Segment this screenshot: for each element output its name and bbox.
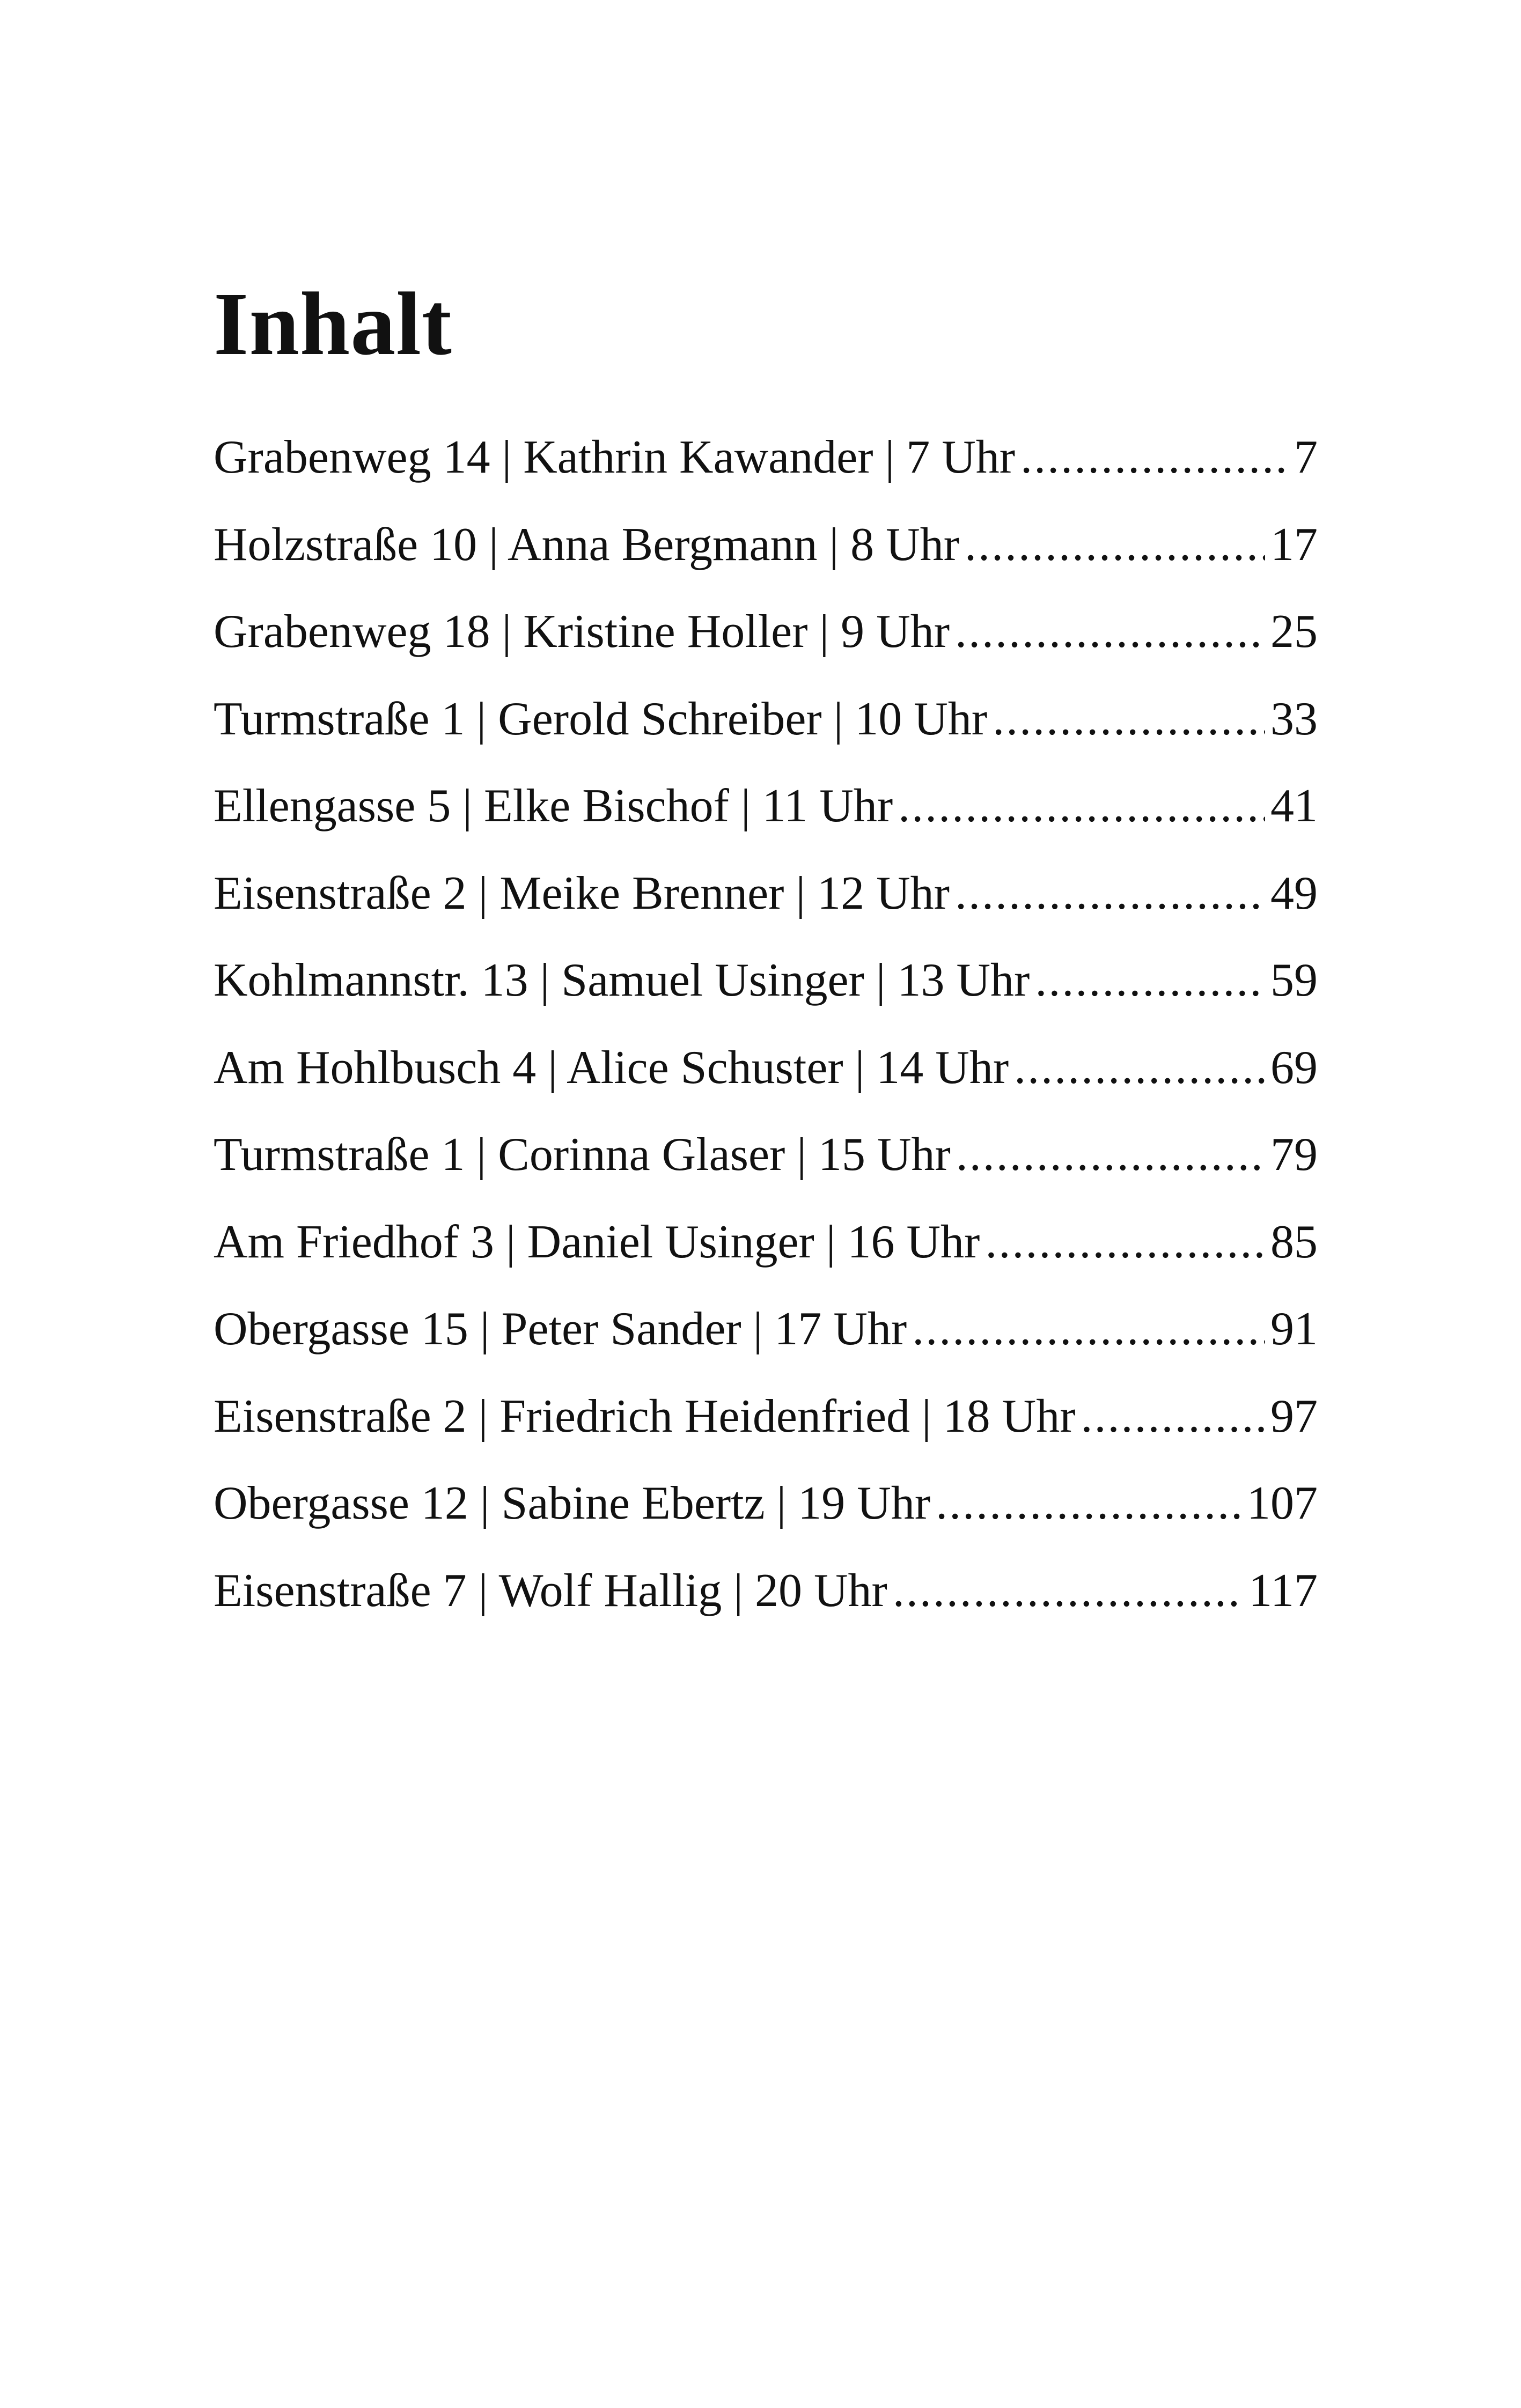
toc-dot-leader xyxy=(1014,1040,1265,1096)
toc-entry xyxy=(214,517,1318,604)
toc-page-number: 25 xyxy=(1270,606,1318,658)
toc-entry-text: Grabenweg 14 | Kathrin Kawander | 7 Uhr xyxy=(214,431,1016,483)
toc-page-number: 7 xyxy=(1294,431,1318,483)
toc-entry-text: Turmstraße 1 | Corinna Glaser | 15 Uhr xyxy=(214,1129,951,1181)
toc-heading: Inhalt xyxy=(214,274,452,374)
toc-entry-text: Grabenweg 18 | Kristine Holler | 9 Uhr xyxy=(214,606,950,658)
toc-entry xyxy=(214,865,1318,953)
toc-entry xyxy=(214,952,1318,1040)
toc-dot-leader xyxy=(936,1475,1241,1532)
table-of-contents xyxy=(214,429,1318,1649)
toc-entry xyxy=(214,603,1318,691)
toc-page-number: 79 xyxy=(1270,1129,1318,1181)
toc-entry xyxy=(214,778,1318,865)
toc-entry-text: Holzstraße 10 | Anna Bergmann | 8 Uhr xyxy=(214,518,959,571)
toc-page-number: 33 xyxy=(1270,693,1318,745)
toc-entry-text: Obergasse 15 | Peter Sander | 17 Uhr xyxy=(214,1303,907,1355)
toc-entry-text: Kohlmannstr. 13 | Samuel Usinger | 13 Uhr xyxy=(214,954,1030,1006)
toc-dot-leader xyxy=(1081,1388,1265,1445)
toc-entry xyxy=(214,1214,1318,1301)
toc-entry xyxy=(214,1563,1318,1650)
toc-entry-text: Eisenstraße 2 | Meike Brenner | 12 Uhr xyxy=(214,867,950,919)
toc-dot-leader xyxy=(993,691,1265,748)
toc-entry xyxy=(214,691,1318,778)
toc-page-number: 17 xyxy=(1270,518,1318,571)
toc-dot-leader xyxy=(956,1126,1265,1183)
toc-dot-leader xyxy=(955,865,1265,922)
toc-dot-leader xyxy=(985,1214,1265,1271)
toc-page-number: 69 xyxy=(1270,1041,1318,1094)
toc-page-number: 41 xyxy=(1270,780,1318,832)
toc-dot-leader xyxy=(955,603,1265,660)
toc-dot-leader xyxy=(898,778,1265,835)
toc-entry xyxy=(214,1475,1318,1563)
toc-page-number: 59 xyxy=(1270,954,1318,1006)
toc-page-number: 117 xyxy=(1248,1564,1318,1617)
toc-dot-leader xyxy=(965,517,1265,573)
toc-entry-text: Eisenstraße 7 | Wolf Hallig | 20 Uhr xyxy=(214,1564,887,1617)
toc-dot-leader xyxy=(893,1563,1243,1619)
toc-entry xyxy=(214,1388,1318,1476)
toc-entry xyxy=(214,1126,1318,1214)
toc-dot-leader xyxy=(1035,952,1265,1009)
toc-dot-leader xyxy=(1020,429,1289,486)
toc-entry xyxy=(214,1040,1318,1127)
toc-page-number: 85 xyxy=(1270,1216,1318,1268)
toc-entry-text: Am Friedhof 3 | Daniel Usinger | 16 Uhr xyxy=(214,1216,980,1268)
toc-page-number: 97 xyxy=(1270,1390,1318,1442)
toc-page-number: 49 xyxy=(1270,867,1318,919)
toc-page-number: 91 xyxy=(1270,1303,1318,1355)
toc-entry-text: Obergasse 12 | Sabine Ebertz | 19 Uhr xyxy=(214,1477,931,1529)
toc-page-number: 107 xyxy=(1247,1477,1318,1529)
toc-entry xyxy=(214,429,1318,517)
toc-entry-text: Am Hohlbusch 4 | Alice Schuster | 14 Uhr xyxy=(214,1041,1009,1094)
toc-entry-text: Eisenstraße 2 | Friedrich Heidenfried | 18 Uhr xyxy=(214,1390,1076,1442)
toc-entry-text: Turmstraße 1 | Gerold Schreiber | 10 Uhr xyxy=(214,693,988,745)
toc-entry-text: Ellengasse 5 | Elke Bischof | 11 Uhr xyxy=(214,780,893,832)
toc-dot-leader xyxy=(912,1301,1265,1358)
toc-entry xyxy=(214,1301,1318,1388)
